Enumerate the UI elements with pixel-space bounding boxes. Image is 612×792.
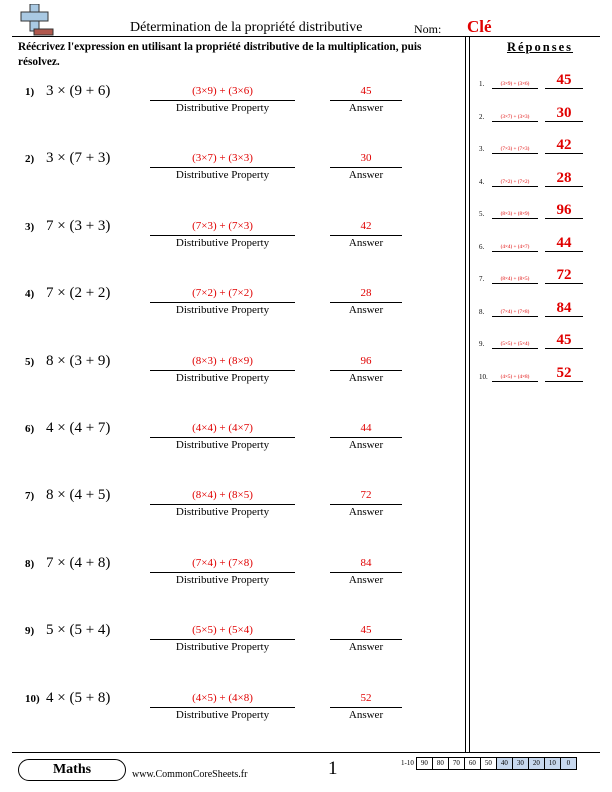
answer-key-value-line	[545, 186, 583, 187]
problem-row	[0, 487, 460, 540]
answer-key-number: 1.	[479, 80, 485, 88]
distributive-caption: Distributive Property	[175, 708, 270, 721]
answer-caption: Answer	[348, 371, 384, 384]
answer-line	[330, 235, 402, 236]
answer-key-value: 28	[556, 169, 572, 186]
answer-key-expression-line	[492, 283, 538, 284]
answer-value: 96	[360, 354, 372, 367]
answer-line	[330, 572, 402, 573]
distributive-answer-line	[150, 504, 295, 505]
distributive-caption: Distributive Property	[175, 371, 270, 384]
answer-key-value: 72	[556, 267, 572, 283]
answer-caption: Answer	[348, 304, 384, 317]
score-cell: 90	[416, 757, 433, 770]
distributive-answer: (3×9) + (3×6)	[192, 85, 253, 97]
answer-key-expression: (7×2) + (7×2)	[500, 178, 530, 185]
distributive-answer: (5×5) + (5×4)	[192, 624, 253, 637]
score-cell: 80	[432, 757, 449, 770]
answer-key-value-line	[545, 381, 583, 382]
instructions: Réécrivez l'expression en utilisant la propriété distributive de la multiplication, puis résolvez.	[18, 41, 422, 68]
problem-number: 9)	[25, 625, 35, 638]
worksheet-title: Détermination de la propriété distributive	[130, 20, 363, 35]
problem-number: 3)	[25, 220, 35, 233]
answer-value: 28	[360, 287, 372, 300]
answer-key-value: 30	[556, 104, 572, 121]
distributive-caption: Distributive Property	[175, 573, 270, 586]
problem-expression: 3 × (7 + 3)	[46, 150, 111, 167]
problem-number: 2)	[25, 153, 35, 166]
answer-caption: Answer	[348, 641, 384, 654]
score-cell: 10	[544, 757, 561, 770]
answer-key-value: 42	[556, 137, 572, 153]
score-cell: 30	[512, 757, 529, 770]
answer-key-expression: (3×9) + (3×6)	[500, 81, 530, 87]
answer-line	[330, 370, 402, 371]
answer-key-value-line	[545, 88, 583, 89]
distributive-answer: (4×5) + (4×8)	[192, 691, 253, 704]
answer-key-row	[479, 104, 604, 129]
answer-key-row	[479, 169, 604, 194]
answer-key-expression: (8×3) + (8×9)	[500, 211, 530, 217]
answer-key-expression-line	[492, 251, 538, 252]
answer-key-value-line	[545, 121, 583, 122]
problem-row	[0, 689, 460, 743]
distributive-answer-line	[150, 639, 295, 640]
answer-line	[330, 504, 402, 505]
answer-key-number: 6.	[479, 242, 485, 251]
score-cell: 70	[448, 757, 465, 770]
problem-row	[0, 554, 460, 608]
distributive-answer: (4×4) + (4×7)	[192, 422, 253, 434]
answer-line	[330, 639, 402, 640]
problem-number: 10)	[25, 692, 40, 705]
score-table	[398, 757, 577, 770]
distributive-answer: (7×2) + (7×2)	[192, 287, 253, 300]
score-cell: 60	[464, 757, 481, 770]
score-cell: 0	[560, 757, 577, 770]
answer-key-expression-line	[492, 186, 538, 187]
problem-row	[0, 285, 460, 338]
answer-key-label: Clé	[467, 17, 492, 36]
distributive-answer-line	[150, 572, 295, 573]
answer-key-row	[479, 269, 604, 291]
distributive-answer-line	[150, 302, 295, 303]
answer-key-expression-line	[492, 88, 538, 89]
answer-value: 84	[360, 556, 372, 569]
answer-key-number: 3.	[479, 145, 485, 153]
answer-key-value-line	[545, 348, 583, 349]
column-divider	[465, 36, 466, 752]
answer-key-value-line	[545, 283, 583, 284]
answer-key-expression-line	[492, 381, 538, 382]
problem-expression: 5 × (5 + 4)	[46, 622, 111, 639]
answer-key-number: 5.	[479, 210, 485, 218]
answer-key-row	[479, 204, 604, 226]
answer-line	[330, 167, 402, 168]
problem-row	[0, 622, 460, 675]
problem-expression: 3 × (9 + 6)	[46, 83, 111, 99]
answer-key-row	[479, 299, 604, 324]
answer-key-number: 10.	[479, 372, 488, 381]
distributive-answer-line	[150, 707, 295, 708]
problem-expression: 8 × (4 + 5)	[46, 487, 111, 504]
distributive-answer: (7×3) + (7×3)	[192, 219, 253, 232]
answer-key-expression-line	[492, 121, 538, 122]
answer-value: 52	[360, 691, 372, 704]
subject-badge: Maths	[18, 759, 126, 781]
answer-key-number: 2.	[479, 112, 485, 121]
site-url: www.CommonCoreSheets.fr	[132, 769, 248, 780]
answer-key-row	[479, 364, 604, 389]
answer-key-title: Réponses	[506, 40, 573, 54]
answer-key-row	[479, 74, 604, 96]
answer-key-expression: (3×7) + (3×3)	[500, 113, 530, 120]
answer-key-expression: (4×5) + (4×8)	[500, 373, 530, 380]
name-label: Nom:	[414, 22, 442, 36]
problem-number: 7)	[25, 490, 35, 503]
distributive-caption: Distributive Property	[175, 641, 270, 654]
answer-value: 45	[360, 85, 372, 97]
problem-expression: 4 × (5 + 8)	[46, 689, 111, 706]
answer-key-expression: (7×3) + (7×3)	[500, 146, 530, 152]
answer-key-row	[479, 139, 604, 161]
header-divider	[12, 36, 600, 37]
answer-key-value: 44	[556, 234, 572, 251]
problem-row	[0, 352, 460, 406]
distributive-caption: Distributive Property	[175, 102, 270, 114]
distributive-answer-line	[150, 235, 295, 236]
distributive-answer: (7×4) + (7×8)	[192, 556, 253, 569]
answer-value: 72	[360, 489, 372, 502]
distributive-answer-line	[150, 100, 295, 101]
distributive-answer-line	[150, 437, 295, 438]
answer-key-expression-line	[492, 348, 538, 349]
answer-caption: Answer	[348, 708, 384, 721]
problem-number: 1)	[25, 86, 35, 98]
answer-key-expression: (7×4) + (7×8)	[500, 308, 530, 315]
answer-key-number: 9.	[479, 340, 485, 348]
answer-key-row	[479, 234, 604, 259]
answer-value: 44	[360, 422, 372, 434]
answer-key-number: 8.	[479, 307, 485, 316]
distributive-caption: Distributive Property	[175, 506, 270, 519]
answer-key-value: 96	[556, 202, 572, 218]
distributive-caption: Distributive Property	[175, 236, 270, 249]
problem-expression: 7 × (4 + 8)	[46, 554, 111, 571]
plus-minus-logo-icon	[18, 4, 54, 36]
answer-key-value: 45	[556, 332, 572, 348]
score-cell: 40	[496, 757, 513, 770]
answer-caption: Answer	[348, 439, 384, 451]
problem-expression: 4 × (4 + 7)	[46, 420, 111, 436]
answer-line	[330, 100, 402, 101]
distributive-answer-line	[150, 167, 295, 168]
problem-row	[0, 150, 460, 203]
distributive-answer: (8×4) + (8×5)	[192, 489, 253, 502]
problem-number: 5)	[25, 355, 35, 368]
answer-caption: Answer	[348, 506, 384, 519]
column-divider	[469, 36, 470, 752]
problem-number: 4)	[25, 288, 35, 301]
answer-key-expression: (4×4) + (4×7)	[500, 243, 530, 250]
answer-key-number: 4.	[479, 177, 485, 186]
answer-value: 45	[360, 624, 372, 637]
answer-key-value: 45	[556, 72, 572, 88]
answer-key-number: 7.	[479, 275, 485, 283]
answer-key-value: 84	[556, 299, 572, 316]
answer-caption: Answer	[348, 169, 384, 182]
page-number: 1	[328, 758, 338, 779]
score-cell: 20	[528, 757, 545, 770]
problem-expression: 8 × (3 + 9)	[46, 352, 111, 369]
answer-key-value-line	[545, 218, 583, 219]
problem-number: 6)	[25, 423, 35, 435]
problem-row	[0, 420, 460, 473]
answer-key-expression: (5×5) + (5×4)	[500, 341, 530, 347]
distributive-caption: Distributive Property	[175, 304, 270, 317]
answer-value: 42	[360, 219, 372, 232]
answer-key-expression-line	[492, 218, 538, 219]
answer-key-row	[479, 334, 604, 356]
answer-caption: Answer	[348, 236, 384, 249]
problem-expression: 7 × (3 + 3)	[46, 217, 111, 234]
problem-row	[0, 217, 460, 271]
answer-line	[330, 302, 402, 303]
distributive-answer: (8×3) + (8×9)	[192, 354, 253, 367]
problem-number: 8)	[25, 557, 35, 570]
answer-key-value-line	[545, 316, 583, 317]
distributive-answer: (3×7) + (3×3)	[192, 152, 253, 165]
answer-key-expression: (8×4) + (8×5)	[500, 276, 530, 282]
score-cell: 50	[480, 757, 497, 770]
answer-key-value-line	[545, 251, 583, 252]
answer-line	[330, 437, 402, 438]
answer-key-expression-line	[492, 316, 538, 317]
distributive-answer-line	[150, 370, 295, 371]
answer-key-value: 52	[556, 364, 572, 381]
distributive-caption: Distributive Property	[175, 439, 270, 451]
answer-caption: Answer	[348, 573, 384, 586]
problem-row	[0, 83, 460, 136]
answer-value: 30	[360, 152, 372, 165]
answer-caption: Answer	[348, 102, 384, 114]
score-range-label: 1-10	[401, 759, 414, 767]
footer-divider	[12, 752, 600, 753]
problem-expression: 7 × (2 + 2)	[46, 285, 111, 302]
answer-line	[330, 707, 402, 708]
answer-key-value-line	[545, 153, 583, 154]
distributive-caption: Distributive Property	[175, 169, 270, 182]
answer-key-expression-line	[492, 153, 538, 154]
